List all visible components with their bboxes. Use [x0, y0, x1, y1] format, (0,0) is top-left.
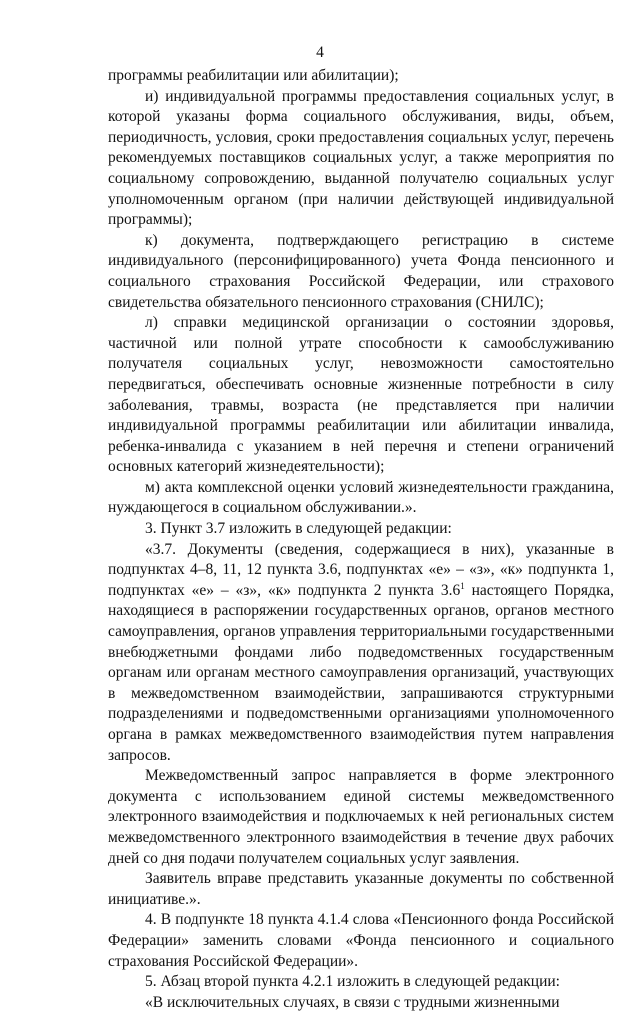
- paragraph: Межведомственный запрос направляется в форме электронного документа с использованием единой системы межведомственного электронного взаимодействия и подключаемых к ней региональных систем межведомственного электронного взаимодействия в течение двух рабочих дней со дня подачи получателем социальных услуг заявления.: [108, 767, 614, 867]
- paragraph: 4. В подпункте 18 пункта 4.1.4 слова «Пенсионного фонда Российской Федерации» заменить словами «Фонда пенсионного и социального страхования Российской Федерации».: [108, 911, 614, 970]
- superscript: 1: [460, 580, 465, 591]
- paragraph-text: «3.7. Документы (сведения, содержащиеся в них), указанные в подпунктах 4–8, 11, 12 пункта 3.6, подпунктах «е» – «з», «к» подпункта 1, подпунктах «е» – «з», «к» подпункта 2 пункта 3.6: [108, 540, 614, 599]
- paragraph: «В исключительных случаях, в связи с трудными жизненными: [145, 993, 560, 1011]
- document-body: [108, 66, 614, 1013]
- page-number: 4: [316, 44, 324, 61]
- paragraph: м) акта комплексной оценки условий жизнедеятельности гражданина, нуждающегося в социальном обслуживании.».: [108, 478, 614, 517]
- paragraph: и) индивидуальной программы предоставления социальных услуг, в которой указаны форма социального обслуживания, виды, объем, периодичность, условия, сроки предоставления социальных услуг, перечень рекомендуемых поставщиков социальных услуг, а также мероприятия по социальному сопровождению, выданной получателю социальных услуг уполномоченным органом (при наличии действующей индивидуальной программы);: [108, 87, 614, 229]
- paragraph: к) документа, подтверждающего регистрацию в системе индивидуального (персонифицированного) учета Фонда пенсионного и социального страхования Российской Федерации, или страхового свидетельства обязательного пенсионного страхования (СНИЛС);: [108, 231, 614, 311]
- paragraph-text: настоящего Порядка, находящиеся в распоряжении государственных органов, органов местного самоуправления, органов управления территориальными государственными внебюджетными фондами либо подведомственных государственным органам или органам местного самоуправления организаций, участвующих в межведомственном взаимодействии, запрашиваются структурными подразделениями и подведомственными организациями уполномоченного органа в рамках межведомственного взаимодействия путем направления запросов.: [108, 581, 614, 764]
- paragraph: л) справки медицинской организации о состоянии здоровья, частичной или полной утрате способности к самообслуживанию получателя социальных услуг, невозможности самостоятельно передвигаться, обеспечивать основные жизненные потребности в силу заболевания, травмы, возраста (не представляется при наличии индивидуальной программы реабилитации или абилитации инвалида, ребенка-инвалида с указанием в ней перечня и степени ограничений основных категорий жизнедеятельности);: [108, 314, 614, 476]
- paragraph: [108, 540, 614, 767]
- paragraph: 3. Пункт 3.7 изложить в следующей редакции:: [145, 520, 452, 538]
- paragraph: программы реабилитации или абилитации);: [108, 67, 399, 84]
- paragraph: Заявитель вправе представить указанные документы по собственной инициативе.».: [108, 870, 614, 908]
- paragraph: 5. Абзац второй пункта 4.2.1 изложить в следующей редакции:: [145, 973, 560, 991]
